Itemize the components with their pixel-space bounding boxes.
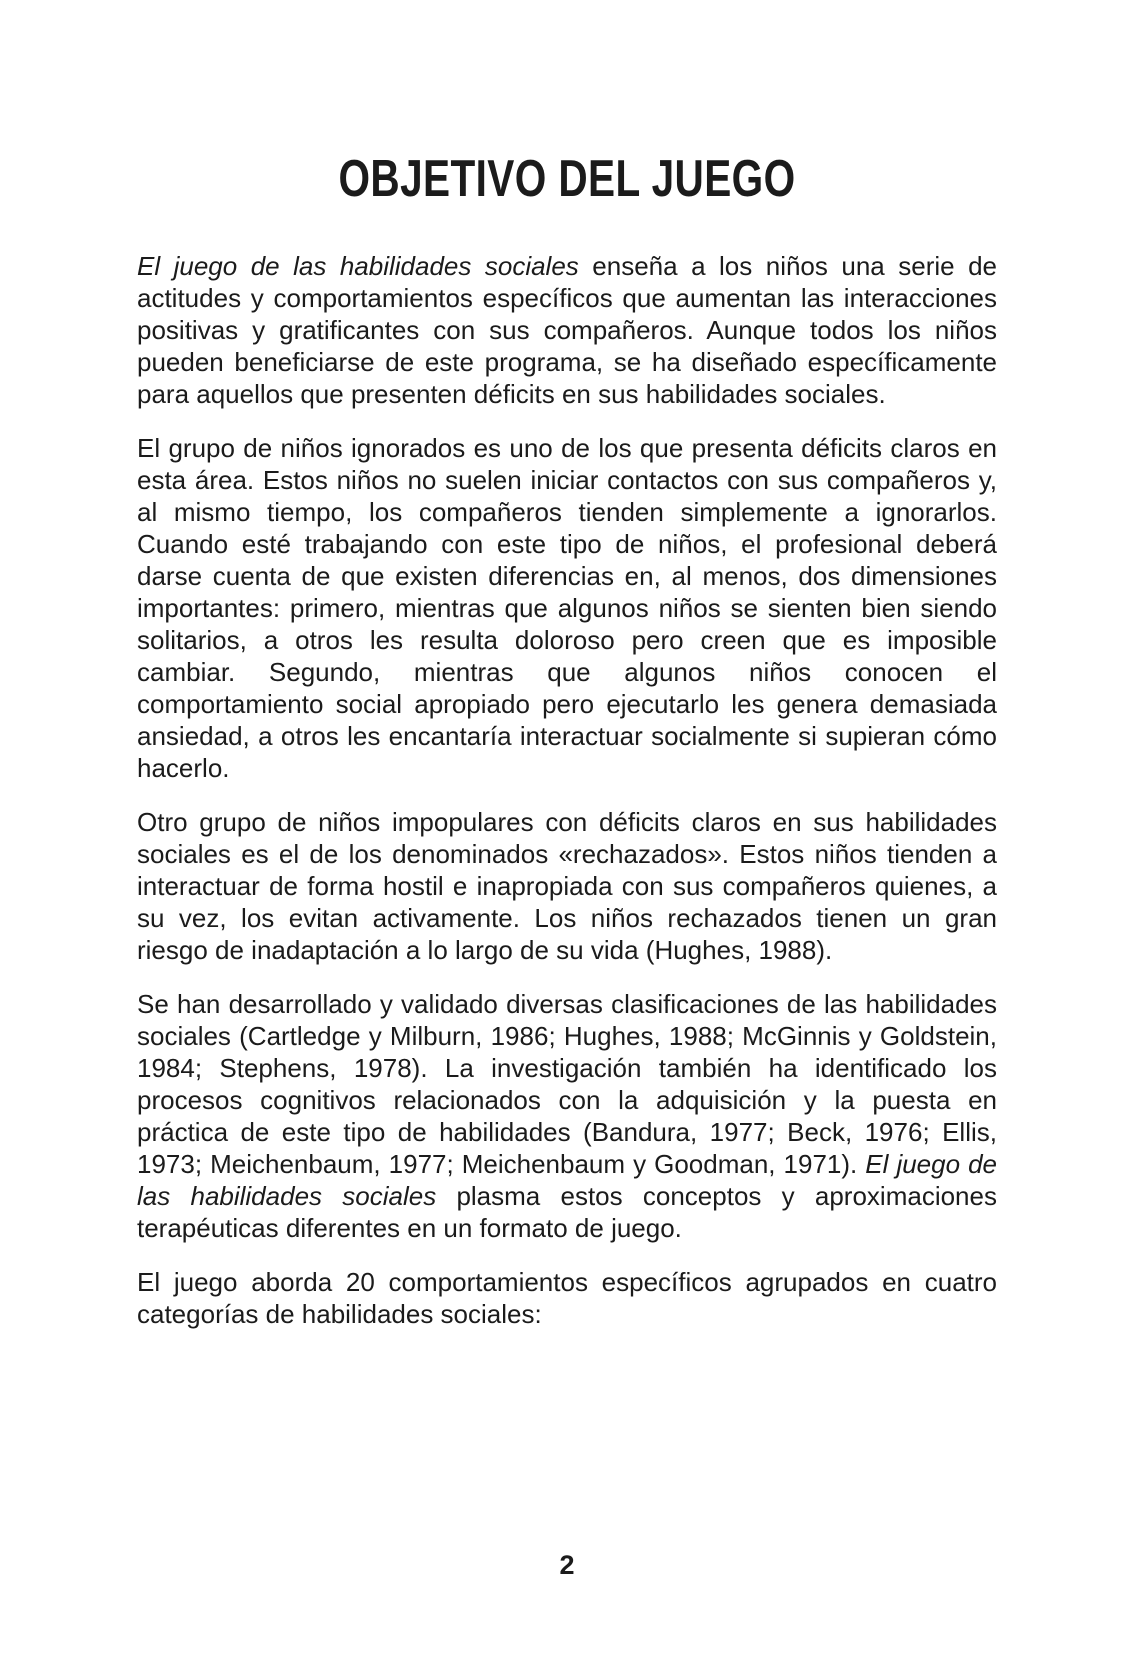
body-text [137, 250, 997, 1330]
paragraph [137, 1266, 997, 1330]
text-segment: plasma estos conceptos y aproximaciones terapéuticas diferentes en un formato de juego. [137, 1181, 997, 1243]
text-segment: El juego aborda 20 comportamientos específicos agrupados en cuatro categorías de habilidades sociales: [137, 1267, 997, 1329]
text-segment: El grupo de niños ignorados es uno de los que presenta déficits claros en esta área. Estos niños no suelen iniciar contactos con sus compañeros y, al mismo tiempo, los compañeros tienden simplemente a ignorarlos. Cuando esté trabajando con este tipo de niños, el profesional deberá darse cuenta de que existen diferencias en, al menos, dos dimensiones importantes: primero, mientras que algunos niños se sienten bien siendo solitarios, a otros les resulta doloroso pero creen que es imposible cambiar. Segundo, mientras que algunos niños conocen el comportamiento social apropiado pero ejecutarlo les genera demasiada ansiedad, a otros les encantaría interactuar socialmente si supieran cómo hacerlo. [137, 433, 997, 783]
page-number: 2 [559, 1550, 575, 1580]
page-content [137, 152, 997, 1330]
text-segment: enseña a los niños una serie de actitudes y comportamientos específicos que aumentan las interacciones positivas y gratificantes con sus compañeros. Aunque todos los niños pueden beneficiarse de este programa, se ha diseñado específicamente para aquellos que presenten déficits en sus habilidades sociales. [137, 251, 997, 409]
page-title: OBJETIVO DEL JUEGO [338, 150, 796, 208]
paragraph [137, 250, 997, 410]
paragraph [137, 432, 997, 784]
italic-book-title: El juego de las habilidades sociales [137, 251, 579, 281]
text-segment: Otro grupo de niños impopulares con déficits claros en sus habilidades sociales es el de los denominados «rechazados». Estos niños tienden a interactuar de forma hostil e inapropiada con sus compañeros quienes, a su vez, los evitan activamente. Los niños rechazados tienen un gran riesgo de inadaptación a lo largo de su vida (Hughes, 1988). [137, 807, 997, 965]
paragraph [137, 988, 997, 1244]
italic-book-title: El juego de las habilidades sociales [137, 1149, 998, 1211]
paragraph [137, 806, 997, 966]
text-segment: Se han desarrollado y validado diversas clasificaciones de las habilidades sociales (Cartledge y Milburn, 1986; Hughes, 1988; McGinnis y Goldstein, 1984; Stephens, 1978). La investigación también ha identificado los procesos cognitivos relacionados con la adquisición y la puesta en práctica de este tipo de habilidades (Bandura, 1977; Beck, 1976; Ellis, 1973; Meichenbaum, 1977; Meichenbaum y Goodman, 1971). [137, 989, 997, 1179]
